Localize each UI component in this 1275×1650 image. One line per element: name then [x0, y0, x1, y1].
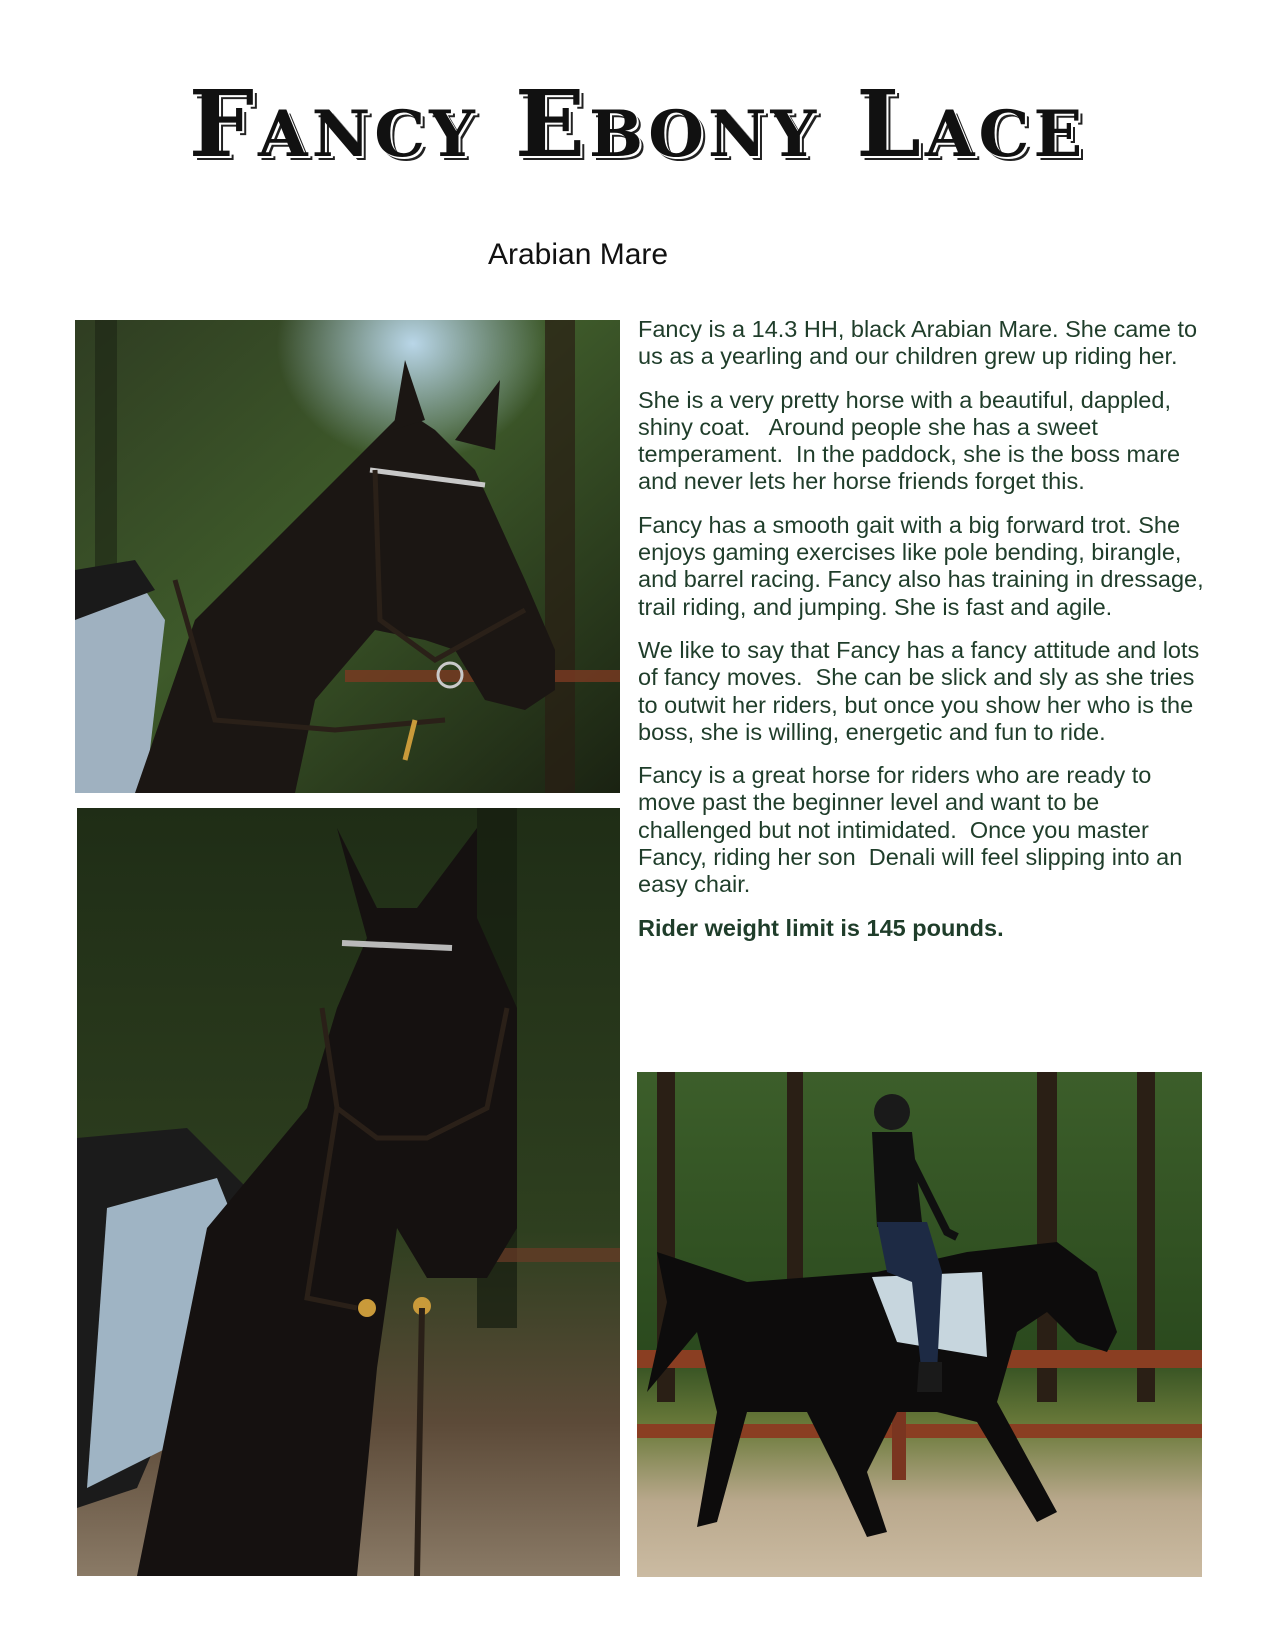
description-paragraph: Fancy is a 14.3 HH, black Arabian Mare. She came to us as a yearling and our children grew up riding her.	[638, 316, 1204, 370]
rider-trotting-photo	[637, 1072, 1202, 1577]
page-subtitle: Arabian Mare	[488, 238, 669, 271]
horse-front-photo	[77, 808, 620, 1576]
description-paragraph: Fancy is a great horse for riders who are ready to move past the beginner level and want to be challenged but not intimidated. Once you master Fancy, riding her son Denali will feel slipping into an easy chair.	[638, 762, 1189, 898]
description-block	[638, 316, 1210, 958]
description-paragraph: We like to say that Fancy has a fancy attitude and lots of fancy moves. She can be slick and sly as she tries to outwit her riders, but once you show her who is the boss, she is willing, energetic and fun to ride.	[638, 636, 1206, 745]
weight-limit-note: Rider weight limit is 145 pounds.	[638, 914, 1004, 941]
page-title: Fancy Ebony Lace	[188, 70, 1087, 178]
description-paragraph: She is a very pretty horse with a beautiful, dappled, shiny coat. Around people she has a sweet temperament. In the paddock, she is the boss mare and never lets her horse friends forget this.	[638, 386, 1187, 495]
horse-head-photo	[75, 320, 620, 793]
description-paragraph: Fancy has a smooth gait with a big forward trot. She enjoys gaming exercises like pole bending, birangle, and barrel racing. Fancy also has training in dressage, trail riding, and jumping. She is fast and agile.	[638, 511, 1211, 620]
